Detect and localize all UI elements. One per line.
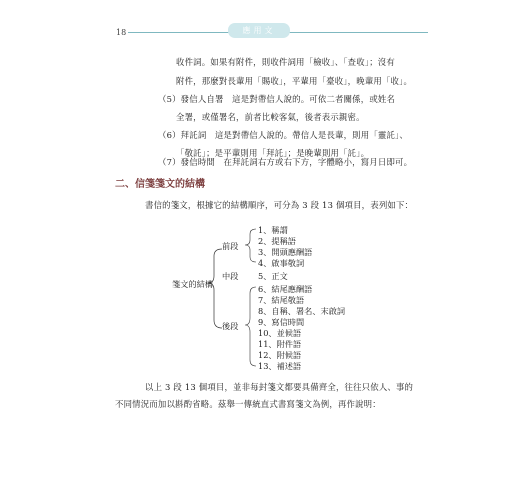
- header-badge-label: 應用文: [242, 26, 276, 35]
- tree-item: 3、開頭應酬語: [258, 247, 313, 257]
- tree-item: 5、正文: [258, 271, 288, 281]
- tree-group-front: 前段: [222, 241, 239, 251]
- paragraph-line: （6）拜託詞 這是對帶信人說的。帶信人是長輩，則用「靈託」、: [158, 130, 409, 140]
- paragraph-line: （5）發信人自署 這是對帶信人說的。可依二者關係，或姓名: [158, 94, 396, 104]
- tree-item: 2、提稱語: [258, 236, 296, 246]
- section-heading: 二、信箋箋文的結構: [115, 179, 205, 190]
- paragraph-line: 全署，或僅署名，前者比較客氣，後者表示親密。: [176, 112, 365, 122]
- closing-paragraph: 以上 3 段 13 個項目，並非每封箋文都要具備齊全，往往只依人、事的: [145, 382, 414, 392]
- tree-item: 9、寫信時間: [258, 317, 305, 327]
- tree-item: 8、自稱、署名、末啟詞: [258, 306, 346, 316]
- front-brace: [245, 229, 256, 262]
- back-brace: [245, 287, 256, 366]
- tree-item: 13、補述語: [258, 361, 302, 371]
- paragraph-line: 收件詞。如果有附件，則收件詞用「檢收」、「查收」；沒有: [176, 57, 395, 67]
- closing-paragraph: 不同情況而加以斟酌省略。茲舉一傳統直式書寫箋文為例，再作說明：: [115, 399, 381, 409]
- paragraph-line: 「敬託」；是平輩則用「拜託」；是晚輩則用「託」。: [176, 148, 370, 158]
- tree-item: 6、結尾應酬語: [258, 284, 313, 294]
- tree-item: 1、稱謂: [258, 225, 288, 235]
- page-number: 18: [116, 28, 127, 37]
- tree-item: 11、附件語: [258, 339, 302, 349]
- paragraph-line: 附件，那麼對長輩用「賜收」，平輩用「臺收」，晚輩用「收」。: [176, 76, 413, 86]
- tree-root-label: 箋文的結構: [172, 279, 213, 289]
- tree-item: 4、啟事敬詞: [258, 258, 305, 268]
- tree-item: 10、並候語: [258, 328, 302, 338]
- intro-paragraph: 書信的箋文，根據它的結構順序，可分為 3 段 13 個項目，表列如下：: [145, 200, 414, 210]
- tree-item: 7、結尾敬語: [258, 295, 305, 305]
- tree-item: 12、附候語: [258, 350, 302, 360]
- paragraph-line: （7）發信時間 在拜託詞右方或右下方，字體略小，寫月日即可。: [158, 157, 413, 167]
- tree-group-back: 後段: [222, 321, 239, 331]
- tree-group-middle: 中段: [222, 271, 239, 281]
